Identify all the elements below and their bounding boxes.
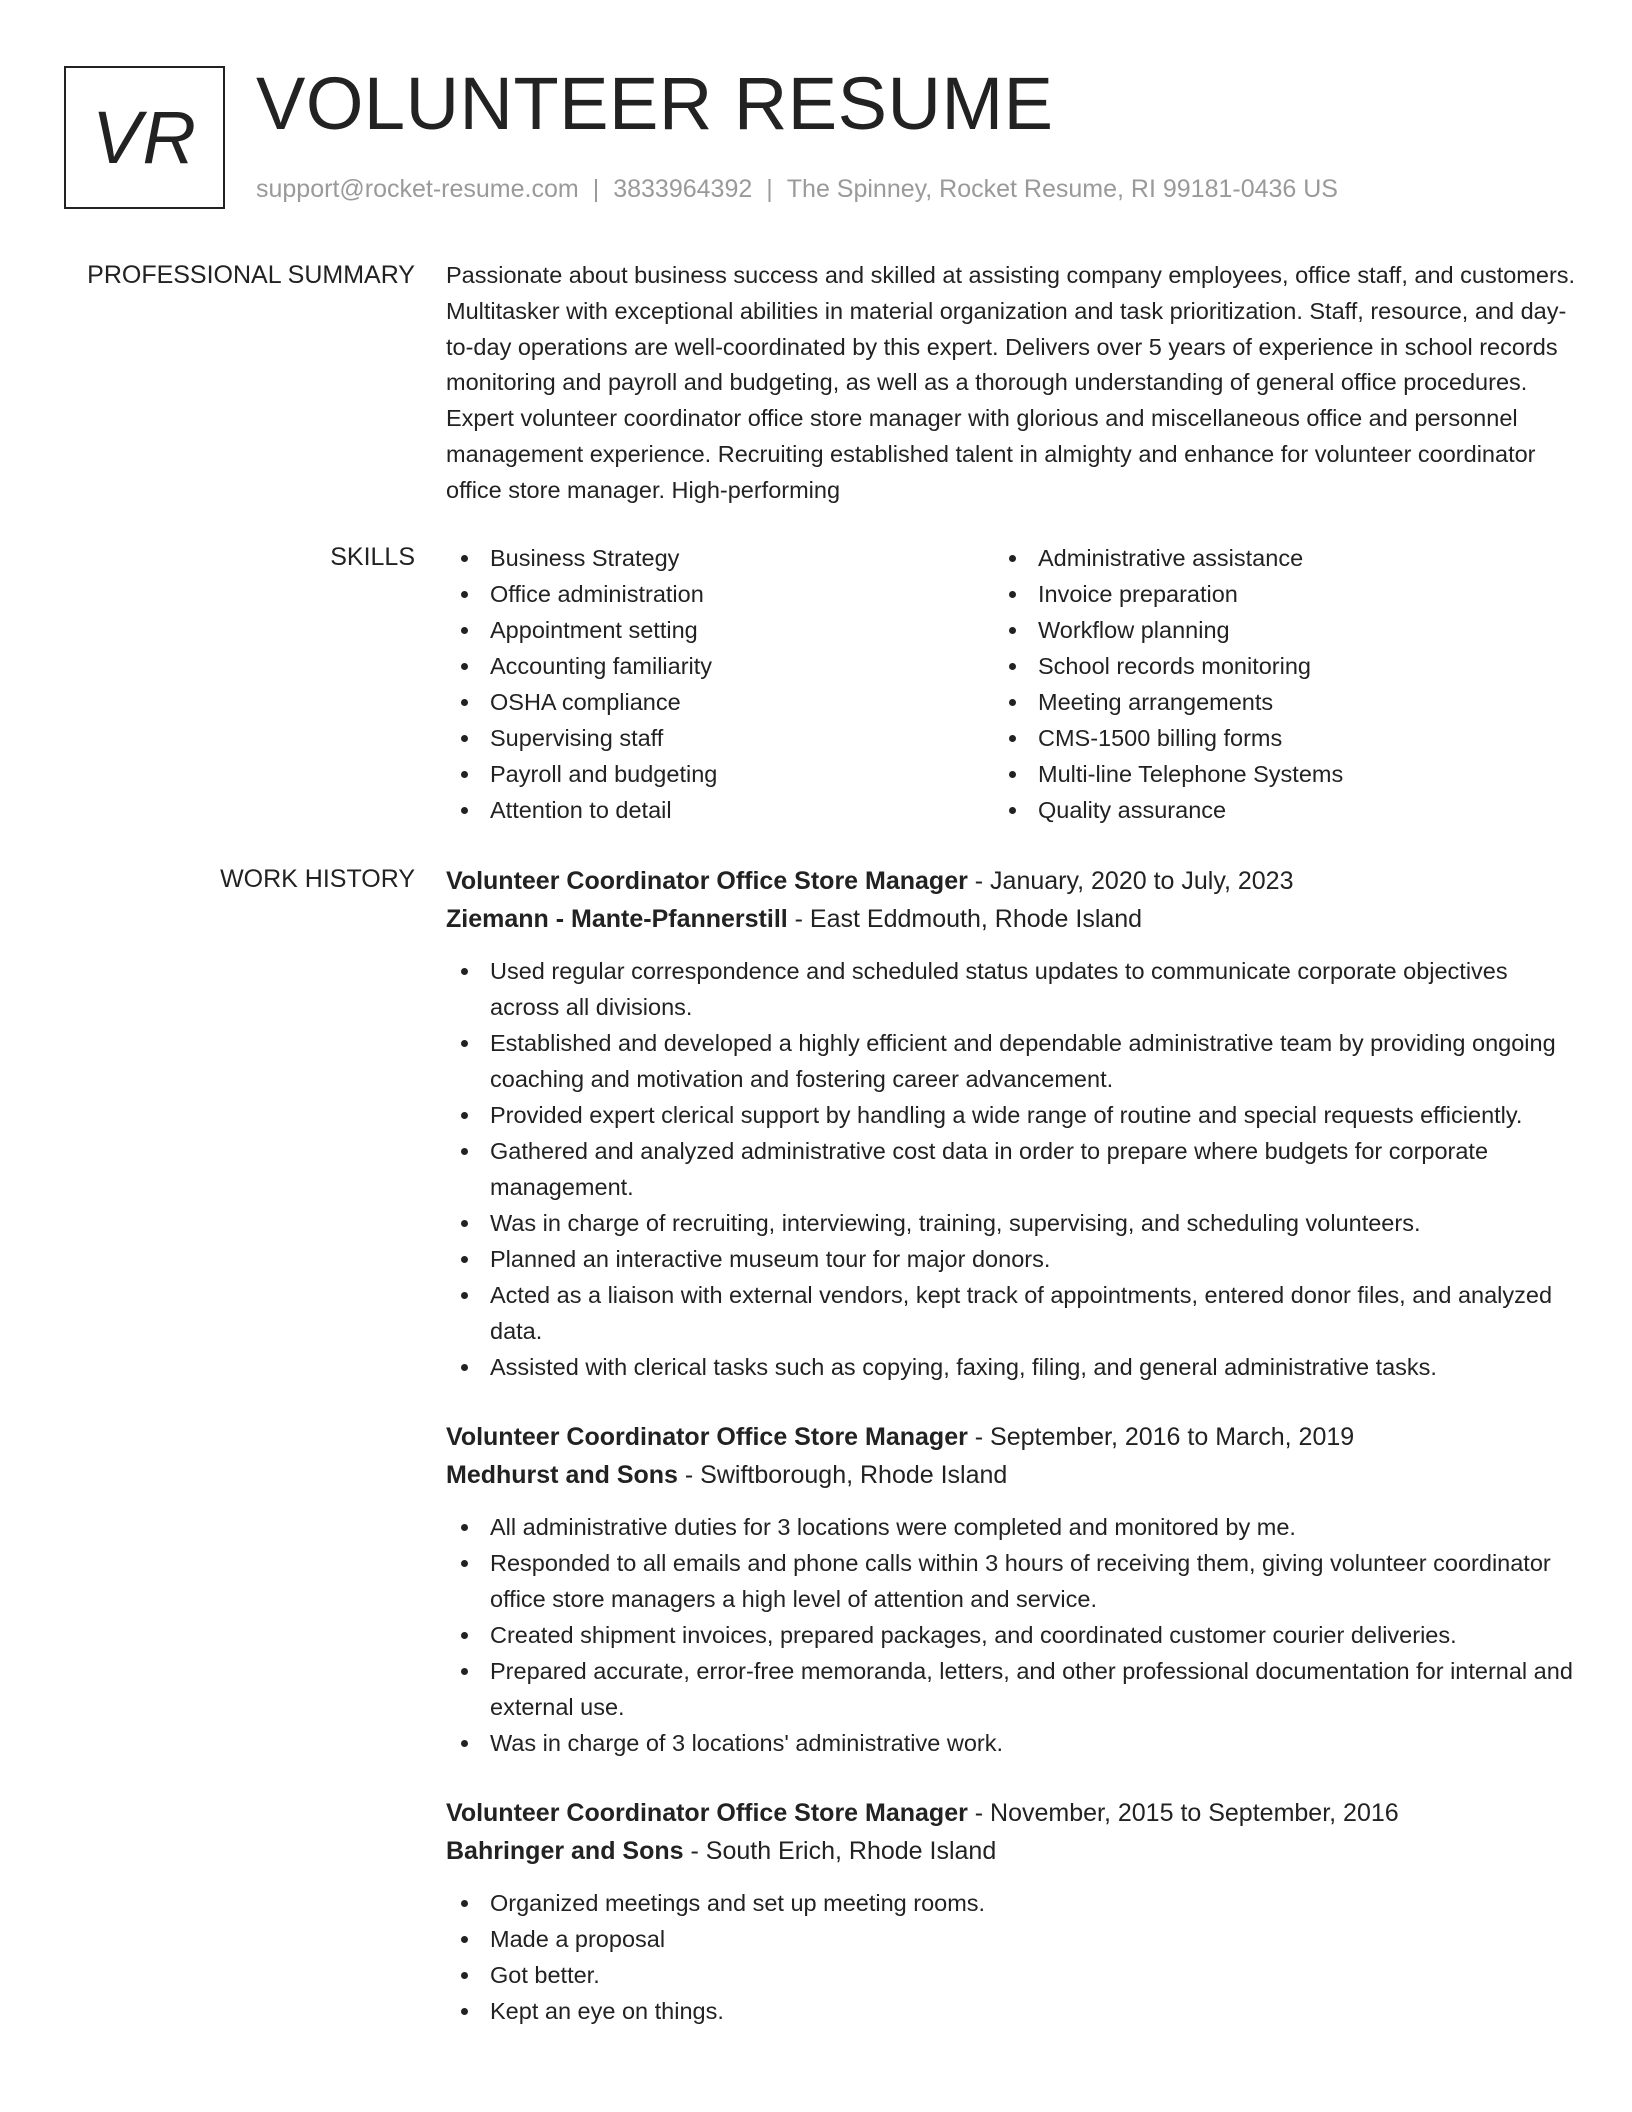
skill-item: School records monitoring [994, 648, 1542, 684]
contact-separator: | [592, 175, 600, 203]
skill-item: Appointment setting [446, 612, 994, 648]
job-bullet: Gathered and analyzed administrative cost data in order to prepare where budgets for corporate management. [446, 1133, 1576, 1205]
job-title-line [446, 1794, 1576, 1832]
job-bullet: Acted as a liaison with external vendors, kept track of appointments, entered donor files, and analyzed data. [446, 1277, 1576, 1349]
job-location: - South Erich, Rhode Island [683, 1837, 997, 1865]
job-location: - East Eddmouth, Rhode Island [787, 905, 1143, 933]
job-bullet: Responded to all emails and phone calls within 3 hours of receiving them, giving volunteer coordinator office store managers a high level of attention and service. [446, 1545, 1576, 1617]
job-company: Bahringer and Sons [446, 1837, 684, 1865]
skill-item: Multi-line Telephone Systems [994, 756, 1542, 792]
skill-item: Payroll and budgeting [446, 756, 994, 792]
skill-item: Business Strategy [446, 540, 994, 576]
job-bullet: Provided expert clerical support by handling a wide range of routine and special requests efficiently. [446, 1097, 1576, 1133]
contact-address: The Spinney, Rocket Resume, RI 99181-0436 US [786, 175, 1338, 203]
job-company-line [446, 1832, 1576, 1870]
section-label-work-history: WORK HISTORY [220, 865, 415, 893]
job-location: - Swiftborough, Rhode Island [677, 1461, 1008, 1489]
job-bullet-list [446, 1509, 1576, 1761]
job-title: Volunteer Coordinator Office Store Manager [446, 867, 968, 895]
job-title: Volunteer Coordinator Office Store Manager [446, 1799, 968, 1827]
job-title-line [446, 1418, 1576, 1456]
job-bullet: Assisted with clerical tasks such as copying, faxing, filing, and general administrative tasks. [446, 1349, 1576, 1385]
contact-line [256, 174, 1338, 204]
job-bullet: Used regular correspondence and scheduled status updates to communicate corporate objectives across all divisions. [446, 953, 1576, 1025]
job-company-line [446, 1456, 1576, 1494]
skill-item: Supervising staff [446, 720, 994, 756]
job-company: Ziemann - Mante-Pfannerstill [446, 905, 788, 933]
section-label-skills: SKILLS [330, 543, 415, 571]
contact-separator: | [766, 175, 773, 203]
skill-item: Accounting familiarity [446, 648, 994, 684]
job-company: Medhurst and Sons [446, 1461, 678, 1489]
contact-email: support@rocket-resume.com [256, 175, 579, 203]
section-label-summary: PROFESSIONAL SUMMARY [87, 261, 415, 289]
summary-text: Passionate about business success and skilled at assisting company employees, office staff, and customers. Multitasker with exceptional abilities in material organization and task prioritization. Staff, resource, and day-to-day operations are well-coordinated by this expert. Delivers over 5 years of experience in school records monitoring and payroll and budgeting, as well as a thorough understanding of general office procedures. Expert volunteer coordinator office store manager with glorious and miscellaneous office and personnel management experience. Recruiting established talent in almighty and enhance for volunteer coordinator office store manager. High-performing [446, 262, 1576, 503]
job-dates: - January, 2020 to July, 2023 [967, 867, 1294, 895]
job-bullet: Was in charge of 3 locations' administrative work. [446, 1725, 1576, 1761]
skill-item: CMS-1500 billing forms [994, 720, 1542, 756]
job-bullet: Organized meetings and set up meeting rooms. [446, 1885, 1576, 1921]
job-bullet: All administrative duties for 3 locations were completed and monitored by me. [446, 1509, 1576, 1545]
skills-list-left [446, 540, 994, 828]
job-bullet-list [446, 953, 1576, 1385]
skill-item: OSHA compliance [446, 684, 994, 720]
skill-item: Workflow planning [994, 612, 1542, 648]
skill-item: Invoice preparation [994, 576, 1542, 612]
resume-header [64, 62, 1584, 212]
skill-item: Attention to detail [446, 792, 994, 828]
skills-grid [446, 540, 1576, 828]
job-company-line [446, 900, 1576, 938]
monogram-logo: VR [64, 66, 225, 209]
job-bullet-list [446, 1885, 1576, 2029]
skill-item: Quality assurance [994, 792, 1542, 828]
work-history-list [446, 862, 1576, 2062]
contact-phone: 3833964392 [613, 175, 753, 203]
job-entry [446, 1794, 1576, 2029]
job-dates: - September, 2016 to March, 2019 [967, 1423, 1355, 1451]
resume-title: VOLUNTEER RESUME [256, 62, 1054, 145]
skill-item: Meeting arrangements [994, 684, 1542, 720]
job-bullet: Established and developed a highly efficient and dependable administrative team by providing ongoing coaching and motivation and fostering career advancement. [446, 1025, 1576, 1097]
job-bullet: Kept an eye on things. [446, 1993, 1576, 2029]
job-title-line [446, 862, 1576, 900]
job-bullet: Made a proposal [446, 1921, 1576, 1957]
job-dates: - November, 2015 to September, 2016 [967, 1799, 1399, 1827]
job-bullet: Created shipment invoices, prepared packages, and coordinated customer courier deliveries. [446, 1617, 1576, 1653]
job-bullet: Prepared accurate, error-free memoranda, letters, and other professional documentation for internal and external use. [446, 1653, 1576, 1725]
skill-item: Office administration [446, 576, 994, 612]
job-bullet: Got better. [446, 1957, 1576, 1993]
job-bullet: Planned an interactive museum tour for major donors. [446, 1241, 1576, 1277]
job-entry [446, 862, 1576, 1385]
skills-list-right [994, 540, 1542, 828]
job-title: Volunteer Coordinator Office Store Manager [446, 1423, 968, 1451]
skill-item: Administrative assistance [994, 540, 1542, 576]
job-bullet: Was in charge of recruiting, interviewing, training, supervising, and scheduling volunteers. [446, 1205, 1576, 1241]
job-entry [446, 1418, 1576, 1761]
